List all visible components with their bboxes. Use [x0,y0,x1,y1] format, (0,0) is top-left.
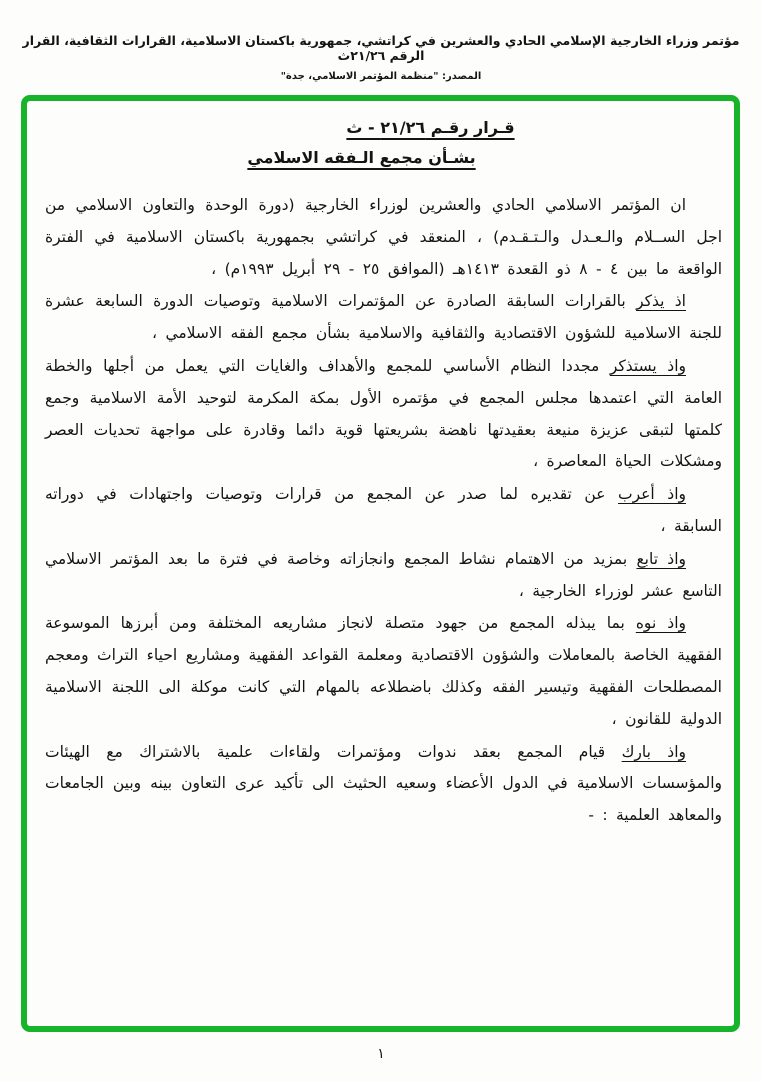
resolution-title-block [45,109,722,173]
paragraph-preamble [45,190,722,285]
resolution-number-title: قـرار رقـم ٢١/٢٦ - ث [346,118,515,137]
page-number: ١ [377,1046,385,1062]
paragraph-text: بمزيد من الاهتمام نشاط المجمع وانجازاته وخاصة في فترة ما بعد المؤتمر الاسلامي التاسع عشر لوزراء الخارجية ، [45,549,722,600]
paragraph-expressing-appreciation [45,479,722,543]
citation-header [8,33,754,82]
paragraph-blessing-seminars [45,737,722,832]
paragraph-text: مجددا النظام الأساسي للمجمع والأهداف والغايات التي يعمل من أجلها والخطة العامة التي اعتمدها مجلس المجمع في مؤتمره الأول بمكة المكرمة لتوحيد الأمة الاسلامية وجمع كلمتها لتبقى عزيزة منيعة بعقيدتها ناهضة بشريعتها قوية دائما وقادرة على مواجهة تحديات العصر ومشكلات الحياة المعاصرة ، [45,356,722,471]
paragraph-recalling-statute [45,351,722,478]
paragraph-text: ان المؤتمر الاسلامي الحادي والعشرين لوزراء الخارجية (دورة الوحدة والتعاون الاسلامي من اجل الســلام والـعـدل والـتـقـدم) ، المنعقد في كراتشي بجمهورية باكستان الاسلامية في الفترة الواقعة ما بين ٤ - ٨ ذو القعدة ١٤١٣هـ (الموافق ٢٥ - ٢٩ أبريل ١٩٩٣م) ، [45,196,722,278]
paragraph-noting-efforts [45,608,722,735]
paragraph-text: عن تقديره لما صدر عن المجمع من قرارات وتوصيات واجتهادات في دوراته السابقة ، [45,485,722,535]
paragraph-text: بالقرارات السابقة الصادرة عن المؤتمرات الاسلامية وتوصيات الدورة السابعة عشرة للجنة الاسلامية للشؤون الاقتصادية والثقافية والاسلامية بشأن مجمع الفقه الاسلامي ، [45,292,722,343]
paragraph-lead: واذ بارك [621,742,687,761]
resolution-body [45,190,722,832]
paragraph-lead: واذ نوه [635,614,686,633]
paragraph-lead: واذ أعرب [618,485,686,504]
paragraph-text: قيام المجمع بعقد ندوات ومؤتمرات ولقاءات علمية بالاشتراك مع الهيئات والمؤسسات الاسلامية في الدول الأعضاء وسعيه الحثيث الى تأكيد عرى التعاون بينه وبين الجامعات والمعاهد العلمية : - [45,742,722,825]
paragraph-lead: واذ يستذكر [609,356,686,375]
paragraph-lead: واذ تابع [636,549,686,568]
paragraph-lead: اذ يذكر [636,292,686,311]
paragraph-having-followed [45,544,722,608]
resolution-subject-title: بشـأن مجمع الـفقه الاسلامي [247,148,476,167]
paragraph-text: بما يبذله المجمع من جهود متصلة لانجاز مشاريعه المختلفة ومن أبرزها الموسوعة الفقهية الخاصة بالمعاملات والشؤون الاقتصادية ومعلمة القواعد الفقهية ومشاريع احياء التراث ومعجم المصطلحات الفقهية وتيسير الفقه وكذلك باضطلاعه بالمهام التي كانت موكلة الى اللجنة الاسلامية الدولية للقانون ، [45,614,722,728]
paragraph-recalling [45,286,722,350]
green-border-frame [21,95,740,1032]
citation-line: مؤتمر وزراء الخارجية الإسلامي الحادي والعشرين في كراتشي، جمهورية باكستان الاسلامية، القرارات الثقافية، القرار الرقم ٢١/٢٦ث [22,33,740,63]
source-line: المصدر: "منظمة المؤتمر الاسلامي، جدة" [280,71,482,82]
resolution-content [45,109,722,1020]
